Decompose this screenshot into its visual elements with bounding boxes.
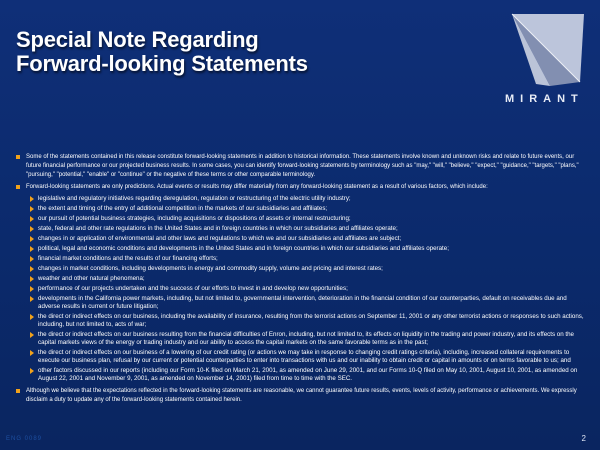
list-item: state, federal and other rate regulations in the United States and in foreign countries in which our subsidiaries and affiliates operate; (30, 225, 586, 233)
logo-wordmark: MIRANT (505, 93, 584, 105)
intro-paragraph: Some of the statements contained in this release constitute forward-looking statements in addition to historical information. These statements involve known and unknown risks and relate to future events, our future financial performance or our projected business results. In some cases, you can identify forward-looking statements by terminology such as "may," "will," "believe," "expect," "guidance," "targets," "plans," "pursuing," "potential," "enable" or "continue" or the negative of these terms or other comparable terminology. (16, 153, 586, 180)
disclaimer-paragraph: Although we believe that the expectations reflected in the forward-looking statements are reasonable, we cannot guarantee future results, events, levels of activity, performance or achievements. We expressly disclaim a duty to update any of the forward-looking statements contained herein. (16, 387, 586, 405)
list-item: the extent and timing of the entry of additional competition in the markets of our subsidiaries and affiliates; (30, 205, 586, 213)
factors-list (16, 195, 586, 383)
list-item: financial market conditions and the results of our financing efforts; (30, 255, 586, 263)
list-item: legislative and regulatory initiatives regarding deregulation, regulation or restructuring of the electric utility industry; (30, 195, 586, 203)
list-item: weather and other natural phenomena; (30, 275, 586, 283)
list-item: the direct or indirect effects on our business of a lowering of our credit rating (or actions we may take in response to changing credit ratings criteria), including, increased collateral requirements to execute our business plan, refusal by our current or potential counterparties to enter into transactions with us and our inability to obtain credit or capital in amounts or on terms favorable to us; and (30, 349, 586, 365)
list-item: performance of our projects undertaken and the success of our efforts to invest in and develop new opportunities; (30, 285, 586, 293)
footer-mark: ENG 0089 (6, 436, 43, 442)
list-item: changes in market conditions, including developments in energy and commodity supply, volume and pricing and interest rates; (30, 265, 586, 273)
list-item: developments in the California power markets, including, but not limited to, governmental intervention, deterioration in the financial condition of our counterparties, default on receivables due and adverse results in current or future litigation; (30, 295, 586, 311)
list-item: our pursuit of potential business strategies, including acquisitions or dispositions of assets or internal restructuring; (30, 215, 586, 223)
title-line-2: Forward-looking Statements (16, 51, 308, 76)
list-item: political, legal and economic conditions and developments in the United States and in foreign countries in which our subsidiaries and affiliates operate; (30, 245, 586, 253)
list-item: the direct or indirect effects on our business resulting from the financial difficulties of Enron, including, but not limited to, its effects on liquidity in the trading and power industry, and its effects on the capital markets views of the energy or trading industry and our ability to access the capital markets on the same favorable terms as in the past; (30, 331, 586, 347)
page-number: 2 (581, 434, 586, 443)
list-item: the direct or indirect effects on our business, including the availability of insurance, resulting from the terrorist actions on September 11, 2001 or any other terrorist actions or responses to such actions, including, but not limited to, acts of war; (30, 313, 586, 329)
list-item: other factors discussed in our reports (including our Form 10-K filed on March 21, 2001, as amended on June 29, 2001, and our Forms 10-Q filed on May 10, 2001, August 10, 2001, as amended on August 22, 2001 and November 9, 2001, as amended on November 14, 2001) filed from time to time with the SEC. (30, 367, 586, 383)
statement-body (16, 153, 586, 408)
title-line-1: Special Note Regarding (16, 27, 259, 52)
page-title (16, 28, 308, 76)
factors-intro: Forward-looking statements are only predictions. Actual events or results may differ materially from any forward-looking statement as a result of various factors, which include: (16, 183, 586, 192)
list-item: changes in or application of environmental and other laws and regulations to which we and our subsidiaries and affiliates are subject; (30, 235, 586, 243)
